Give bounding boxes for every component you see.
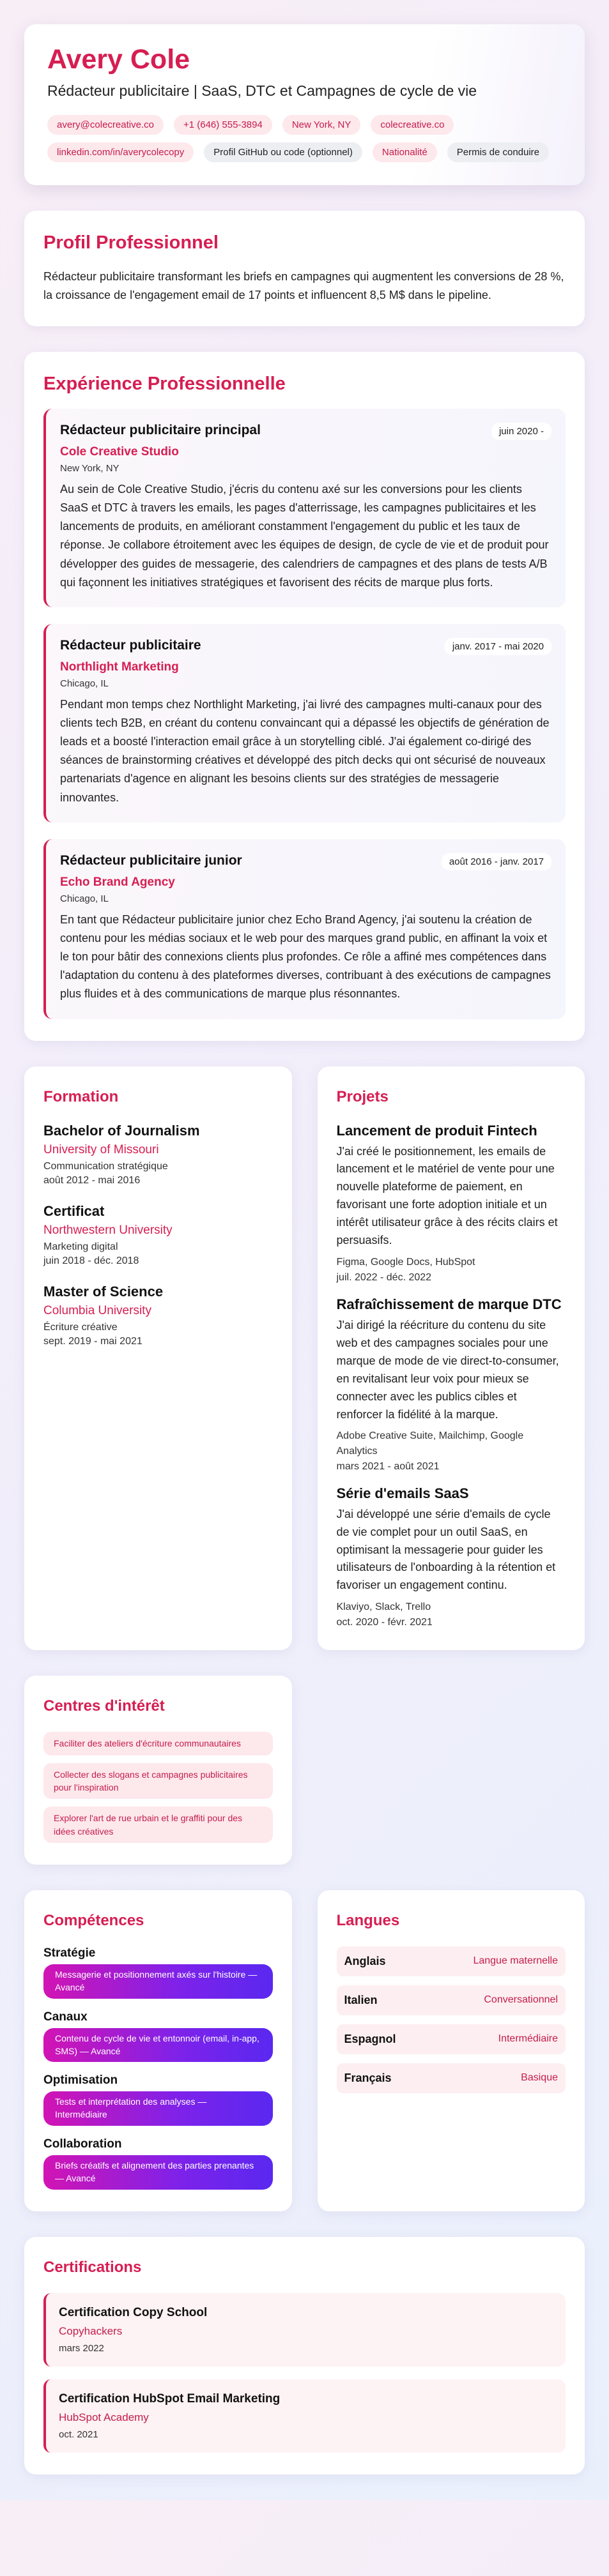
experience-item <box>43 839 566 1019</box>
experience-date: juin 2020 - <box>491 423 551 440</box>
education-field: Communication stratégique <box>43 1160 168 1172</box>
project-tools: Figma, Google Docs, HubSpot <box>336 1256 475 1268</box>
education-projects-row <box>24 1066 585 1651</box>
project-date: juil. 2022 - déc. 2022 <box>336 1272 432 1284</box>
skills-title: Compétences <box>43 1911 144 1929</box>
experience-description: Au sein de Cole Creative Studio, j'écris du contenu axé sur les conversions pour les clients SaaS et DTC à travers les emails, les pages d'atterrissage, les campagnes publicitaires et les lancements de produits, en améliorant constamment l'engagement du public et les taux de réponse. Je collabore étroitement avec les équipes de design, de cycle de vie et de produit pour développer des guides de messagerie, des calendriers de campagnes et des plans de tests A/B qui façonnent les initiatives stratégiques et favorisent des récits de marque plus forts. <box>60 482 549 589</box>
language-item <box>337 1985 566 2015</box>
language-name: Italien <box>344 1993 378 2006</box>
experience-item <box>43 409 566 607</box>
certification-date: mars 2022 <box>59 2342 104 2354</box>
education-field: Marketing digital <box>43 1241 118 1252</box>
experience-card <box>24 352 585 1041</box>
experience-role: Rédacteur publicitaire <box>60 637 201 653</box>
projects-title: Projets <box>336 1087 389 1105</box>
skills-card <box>24 1890 292 2211</box>
education-date: août 2012 - mai 2016 <box>43 1174 141 1186</box>
certification-item <box>43 2379 566 2453</box>
language-item <box>337 1946 566 1976</box>
education-date: juin 2018 - déc. 2018 <box>43 1255 139 1266</box>
skill-pill: Tests et interprétation des analyses — Intermédiaire <box>43 2091 273 2126</box>
education-title: Formation <box>43 1087 119 1105</box>
interests-card <box>24 1676 292 1864</box>
experience-item <box>43 624 566 822</box>
experience-location: Chicago, IL <box>60 893 109 904</box>
skill-category <box>43 2010 273 2063</box>
education-item <box>43 1123 273 1186</box>
summary-card <box>24 211 585 326</box>
experience-date: août 2016 - janv. 2017 <box>442 853 551 870</box>
certification-name: Certification HubSpot Email Marketing <box>59 2391 281 2406</box>
project-item <box>337 1296 566 1473</box>
nationality-chip: Nationalité <box>373 142 437 162</box>
skill-category-name: Stratégie <box>43 1946 96 1960</box>
interest-item: Explorer l'art de rue urbain et le graffiti pour des idées créatives <box>43 1807 273 1843</box>
skill-category <box>43 2137 273 2190</box>
language-level: Langue maternelle <box>473 1955 558 1967</box>
experience-location: Chicago, IL <box>60 678 109 689</box>
project-item <box>337 1123 566 1284</box>
candidate-name: Avery Cole <box>47 44 190 75</box>
education-degree: Bachelor of Journalism <box>43 1122 200 1139</box>
experience-role: Rédacteur publicitaire junior <box>60 852 242 868</box>
skill-pill: Messagerie et positionnement axés sur l'histoire — Avancé <box>43 1964 273 1999</box>
education-item <box>43 1284 273 1347</box>
project-name: Rafraîchissement de marque DTC <box>336 1296 562 1313</box>
interest-item: Collecter des slogans et campagnes publicitaires pour l'inspiration <box>43 1763 273 1799</box>
language-level: Conversationnel <box>484 1994 558 2006</box>
language-level: Basique <box>521 2072 558 2084</box>
license-chip: Permis de conduire <box>447 142 549 162</box>
summary-title: Profil Professionnel <box>43 232 219 254</box>
skill-category-name: Canaux <box>43 2010 88 2024</box>
experience-company: Cole Creative Studio <box>60 444 179 458</box>
certifications-card <box>24 2237 585 2474</box>
project-name: Série d'emails SaaS <box>336 1485 469 1501</box>
education-field: Écriture créative <box>43 1321 118 1333</box>
language-item <box>337 2063 566 2093</box>
language-name: Espagnol <box>344 2032 396 2045</box>
project-tools: Klaviyo, Slack, Trello <box>336 1602 431 1613</box>
email-chip[interactable]: avery@colecreative.co <box>47 115 164 135</box>
education-school: Columbia University <box>43 1303 151 1317</box>
project-description: J'ai dirigé la réécriture du contenu du site web et des campagnes sociales pour une marque de mode de vie direct-to-consumer, en revitalisant leur voix pour mieux se connecter avec les publics cibles et renforcer la fidélité à la marque. <box>336 1319 559 1421</box>
skills-languages-row <box>24 1890 585 2211</box>
education-date: sept. 2019 - mai 2021 <box>43 1335 143 1347</box>
certification-issuer: HubSpot Academy <box>59 2411 149 2423</box>
experience-role: Rédacteur publicitaire principal <box>60 422 261 437</box>
candidate-headline: Rédacteur publicitaire | SaaS, DTC et Campagnes de cycle de vie <box>47 82 477 100</box>
projects-card <box>318 1066 585 1651</box>
project-tools: Adobe Creative Suite, Mailchimp, Google Analytics <box>336 1430 524 1457</box>
experience-description: En tant que Rédacteur publicitaire junior chez Echo Brand Agency, j'ai soutenu la création de contenu pour les médias sociaux et le web pour des marques grand public, en affinant la voix et le ton pour bâtir des connexions clients plus profondes. Ce rôle a affiné mes compétences dans l'adaptation du contenu à des plateformes diverses, contribuant à des exécutions de campagnes plus fluides et à des communications de marque plus résonnantes. <box>60 913 551 1001</box>
language-name: Français <box>344 2071 392 2084</box>
education-school: Northwestern University <box>43 1223 173 1237</box>
experience-title: Expérience Professionnelle <box>43 373 286 394</box>
certification-issuer: Copyhackers <box>59 2324 123 2337</box>
skill-pill: Briefs créatifs et alignement des parties prenantes — Avancé <box>43 2155 273 2190</box>
education-degree: Certificat <box>43 1202 105 1219</box>
project-date: mars 2021 - août 2021 <box>336 1460 440 1472</box>
language-name: Anglais <box>344 1954 386 1967</box>
experience-description: Pendant mon temps chez Northlight Marketing, j'ai livré des campagnes multi-canaux pour des clients tech B2B, en créant du contenu convaincant qui a dépassé les objectifs de génération de leads et a boosté l'interaction email grâce à un storytelling ciblé. J'ai également co-dirigé des séances de brainstorming créatives et développé des pitch decks qui ont sécurisé de nouveaux partenariats d'agence en alignant les besoins clients sur des stratégies de messagerie innovantes. <box>60 697 550 804</box>
location-chip: New York, NY <box>282 115 361 135</box>
certification-date: oct. 2021 <box>59 2428 98 2440</box>
certification-name: Certification Copy School <box>59 2305 208 2319</box>
header-card <box>24 24 585 185</box>
skill-category-name: Collaboration <box>43 2137 122 2151</box>
summary-text: Rédacteur publicitaire transformant les briefs en campagnes qui augmentent les conversions de 28 %, la croissance de l'engagement email de 17 points et influencent 8,5 M$ dans le pipeline. <box>43 270 564 302</box>
skill-category <box>43 1946 273 1999</box>
website-chip[interactable]: colecreative.co <box>371 115 454 135</box>
project-name: Lancement de produit Fintech <box>336 1122 537 1139</box>
project-description: J'ai développé une série d'emails de cycle de vie complet pour un outil SaaS, en optimisant la messagerie pour guider les utilisateurs de l'onboarding à la rétention et favoriser un engagement continu. <box>336 1507 556 1592</box>
languages-card <box>318 1890 585 2211</box>
languages-title: Langues <box>336 1911 400 1929</box>
language-level: Intermédiaire <box>498 2033 558 2045</box>
contact-chips <box>47 115 562 162</box>
experience-company: Northlight Marketing <box>60 660 179 674</box>
github-chip[interactable]: Profil GitHub ou code (optionnel) <box>204 142 362 162</box>
skill-pill: Contenu de cycle de vie et entonnoir (email, in-app, SMS) — Avancé <box>43 2028 273 2063</box>
certification-item <box>43 2293 566 2367</box>
skill-category-name: Optimisation <box>43 2073 118 2087</box>
project-item <box>337 1485 566 1629</box>
education-school: University of Missouri <box>43 1142 159 1156</box>
experience-date: janv. 2017 - mai 2020 <box>445 638 551 655</box>
interest-item: Faciliter des ateliers d'écriture communautaires <box>43 1732 273 1755</box>
certifications-title: Certifications <box>43 2258 142 2276</box>
skill-category <box>43 2073 273 2126</box>
experience-location: New York, NY <box>60 462 119 474</box>
experience-company: Echo Brand Agency <box>60 875 175 889</box>
education-degree: Master of Science <box>43 1283 164 1299</box>
phone-chip[interactable]: +1 (646) 555-3894 <box>174 115 272 135</box>
education-card <box>24 1066 292 1651</box>
linkedin-chip[interactable]: linkedin.com/in/averycolecopy <box>47 142 194 162</box>
education-item <box>43 1203 273 1267</box>
project-date: oct. 2020 - févr. 2021 <box>336 1617 433 1628</box>
interests-title: Centres d'intérêt <box>43 1697 165 1715</box>
language-item <box>337 2024 566 2054</box>
project-description: J'ai créé le positionnement, les emails de lancement et le matériel de vente pour une nouvelle plateforme de paiement, en favorisant une forte adoption initiale et un intérêt utilisateur grâce à des récits clairs et persuasifs. <box>336 1144 558 1246</box>
